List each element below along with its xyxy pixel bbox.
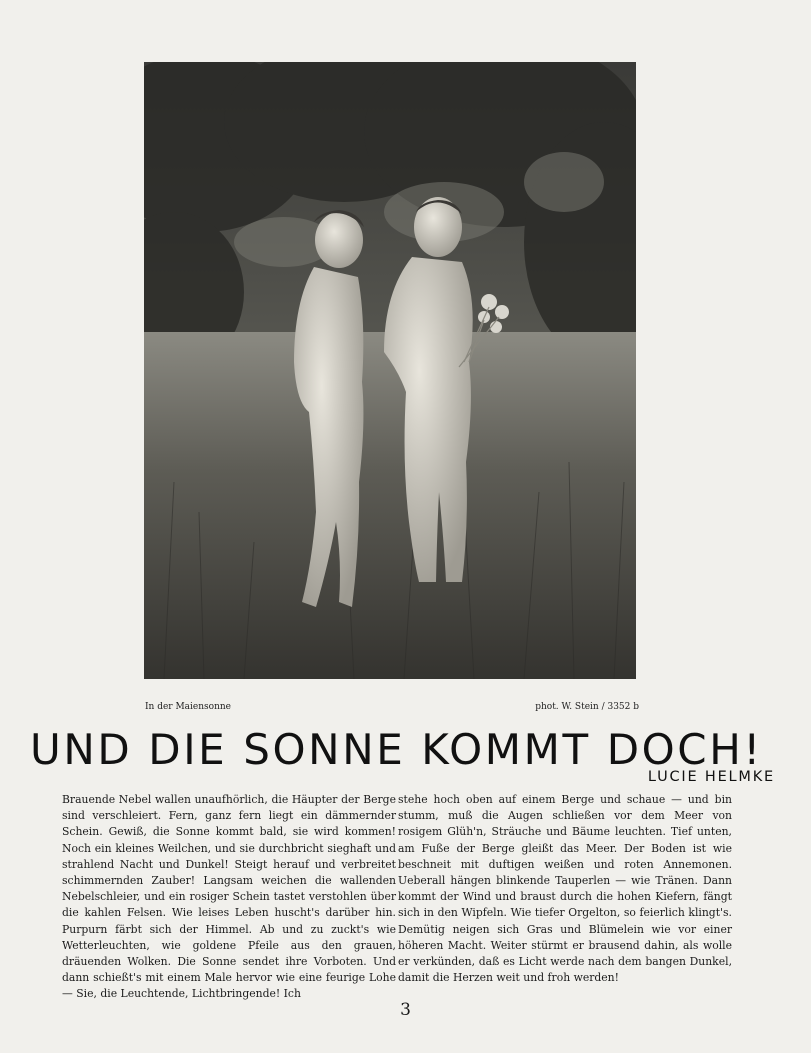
article-column-left <box>62 792 396 1003</box>
column-left-text: Brauende Nebel wallen unaufhörlich, die Häupter der Berge sind verschleiert. Fern, ganz fern liegt ein dämmernder Schein. Gewiß, die Sonne kommt bald, sie wird kommen! Noch ein kleines Weilchen, und sie durchbricht sieghaft und strahlend Nacht und Dunkel! Steigt herauf und verbreitet schimmernden Zauber! Langsam weichen die wallenden Nebelschleier, und ein rosiger Schein tastet verstohlen über die kahlen Felsen. Wie leises Leben huscht's darüber hin. Purpurn färbt sich der Himmel. Ab und zu zuckt's wie Wetterleuchten, wie goldene Pfeile aus den grauen, dräuenden Wolken. Die Sonne sendet ihre Vorboten. Und dann schießt's mit einem Male hervor wie eine feurige Lohe — Sie, die Leuchtende, Lichtbringende! Ich <box>62 793 396 1001</box>
article-author: LUCIE HELMKE <box>647 769 775 785</box>
photo-caption: In der Maiensonne <box>145 702 232 712</box>
column-right-text: stehe hoch oben auf einem Berge und schaue — und bin stumm, muß die Augen schließen vor dem Meer von rosigem Glüh'n, Sträuche und Bäume leuchten. Tief unten, am Fuße der Berge gleißt das Meer. Der Boden ist wie beschneit mit duftigen weißen und roten Annemonen. Ueberall hängen blinkende Tauperlen — wie Tränen. Dann kommt der Wind und braust durch die hohen Kiefern, fängt sich in den Wipfeln. Wie tiefer Orgelton, so feierlich klingt's. Demütig neigen sich Gras und Blümelein wie vor einer höheren Macht. Weiter stürmt er brausend dahin, als wolle er verkünden, daß es Licht werde nach dem bangen Dunkel, damit die Herzen weit und froh werden! <box>398 793 732 985</box>
page-number: 3 <box>400 1000 411 1020</box>
photo-credit: phot. W. Stein / 3352 b <box>535 702 639 712</box>
meadow-photo-illustration <box>144 62 636 679</box>
article-column-right <box>398 792 732 986</box>
photograph <box>144 62 636 679</box>
article-title: UND DIE SONNE KOMMT DOCH! <box>30 725 763 774</box>
